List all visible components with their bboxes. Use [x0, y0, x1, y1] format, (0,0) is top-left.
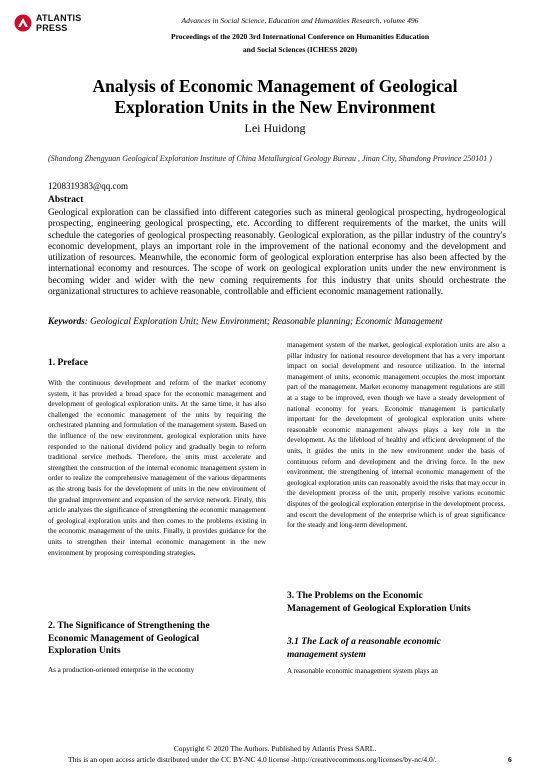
copyright-notice: Copyright © 2020 The Authors. Published by Atlantis Press SARL. — [173, 744, 377, 753]
page-number: 6 — [508, 755, 512, 764]
series-header: Advances in Social Science, Education and Humanities Research, volume 496 — [181, 16, 419, 25]
section-1-heading: 1. Preface — [48, 358, 88, 368]
subsection-3-1-heading: 3.1 The Lack of a reasonable economic management system — [287, 637, 441, 660]
abstract-heading: Abstract — [48, 195, 84, 205]
keywords-list: : Geological Exploration Unit; New Environment; Reasonable planning; Economic Management — [84, 316, 443, 326]
license-notice: This is an open access article distributed under the CC BY-NC 4.0 license -http://creativecommons.org/licenses/by-nc/4.0/. — [68, 755, 437, 764]
author-affiliation: (Shandong Zhengyuan Geological Exploration Institute of China Metallurgical Geology Bureau , Jinan City, Shandong Province 250101 ) — [48, 154, 492, 163]
abstract-body: Geological exploration can be classified into different categories such as mineral geological prospecting, hydrogeological prospecting, engineering geological prospecting, etc. According to different requirements of the market, the units will schedule the categories of geological prospecting reasonably. Geological exploration, as the pillar industry of the country's economic development, plays an important role in the improvement of the national economy and the development and utilization of resources. Meanwhile, the economic form of geological exploration enterprise has also been affected by the international economy and resources. The scope of work on geological exploration units under the new environment is becoming wider and wider with the new coming requirements for this industry that units should orchestrate the organizational structures to achieve reasonable, controllable and efficient economic management rationally. — [48, 207, 506, 297]
subsection-3-1-body: A reasonable economic management system plays an — [287, 667, 438, 675]
section-3-heading: 3. The Problems on the Economic Management of Geological Exploration Units — [287, 591, 471, 614]
section-2-body: As a production-oriented enterprise in the economy — [48, 666, 195, 674]
keywords — [48, 316, 506, 327]
proceedings-header: Proceedings of the 2020 3rd International Conference on Humanities Education — [170, 32, 430, 41]
proceedings-header-line2: and Social Sciences (ICHESS 2020) — [242, 45, 358, 54]
author-name: Lei Huidong — [244, 121, 306, 135]
paper-title: Analysis of Economic Management of Geological Exploration Units in the New Environment — [92, 76, 458, 117]
publisher-logo — [14, 12, 84, 38]
section-2-continued-body: management system of the market, geological exploration units are also a pillar industry for national resource development that has a very important impact on social development and resource utilization. In the internal management of units, economic management occupies the most important part of the management. Market economy management regulations are still at a stage to be improved, even though we have a steady development of national economy for years. Economic management is particularly important for the development of geological exploration units where reasonable economic management always plays a key role in the development. As the lifeblood of healthy and efficient development of the units, it guides the units in the new environment under the basis of continuous reform and development and the driving force. In the new environment, the strengthening of internal economic management of the geological exploration units can reasonably avoid the risks that may occur in the development process of the unit, properly resolve various economic disputes of the geological exploration enterprise in the development process, and escort the development of the enterprise which is of great significance for the steady and long-term development. — [287, 341, 505, 530]
author-email: 1208319383@qq.com — [48, 181, 129, 191]
section-1-body: With the continuous development and reform of the market economy system, it has provided a broad space for the economic management and development of geological exploration units. At the same time, it has also challenged the economic management of the units by requiring the orchestrated planning and formulation of the management system. Based on the influence of the new environment, geological exploration units have responded to the national dividend policy and gradually begin to reform traditional service methods. Therefore, the units must accelerate and strengthen the construction of the internal economic management system in order to realize the comprehensive management of the various departments as the strong basis for the development of units in the new environment of the gradual improvement and expansion of the service network. Firstly, this article analyzes the significance of strengthening the economic management of geological exploration units and then comes to the problems existing in the economic management of the units. Finally, it provides guidance for the units to strengthen their internal economic management in the new environment by proposing corresponding strategies. — [48, 379, 266, 557]
publisher-name: ATLANTIS PRESS — [36, 13, 82, 33]
keywords-label: Keywords — [48, 316, 85, 326]
section-2-heading: 2. The Significance of Strengthening the Economic Management of Geological Exploration Units — [48, 621, 210, 656]
atlantis-logo-icon — [14, 14, 32, 32]
